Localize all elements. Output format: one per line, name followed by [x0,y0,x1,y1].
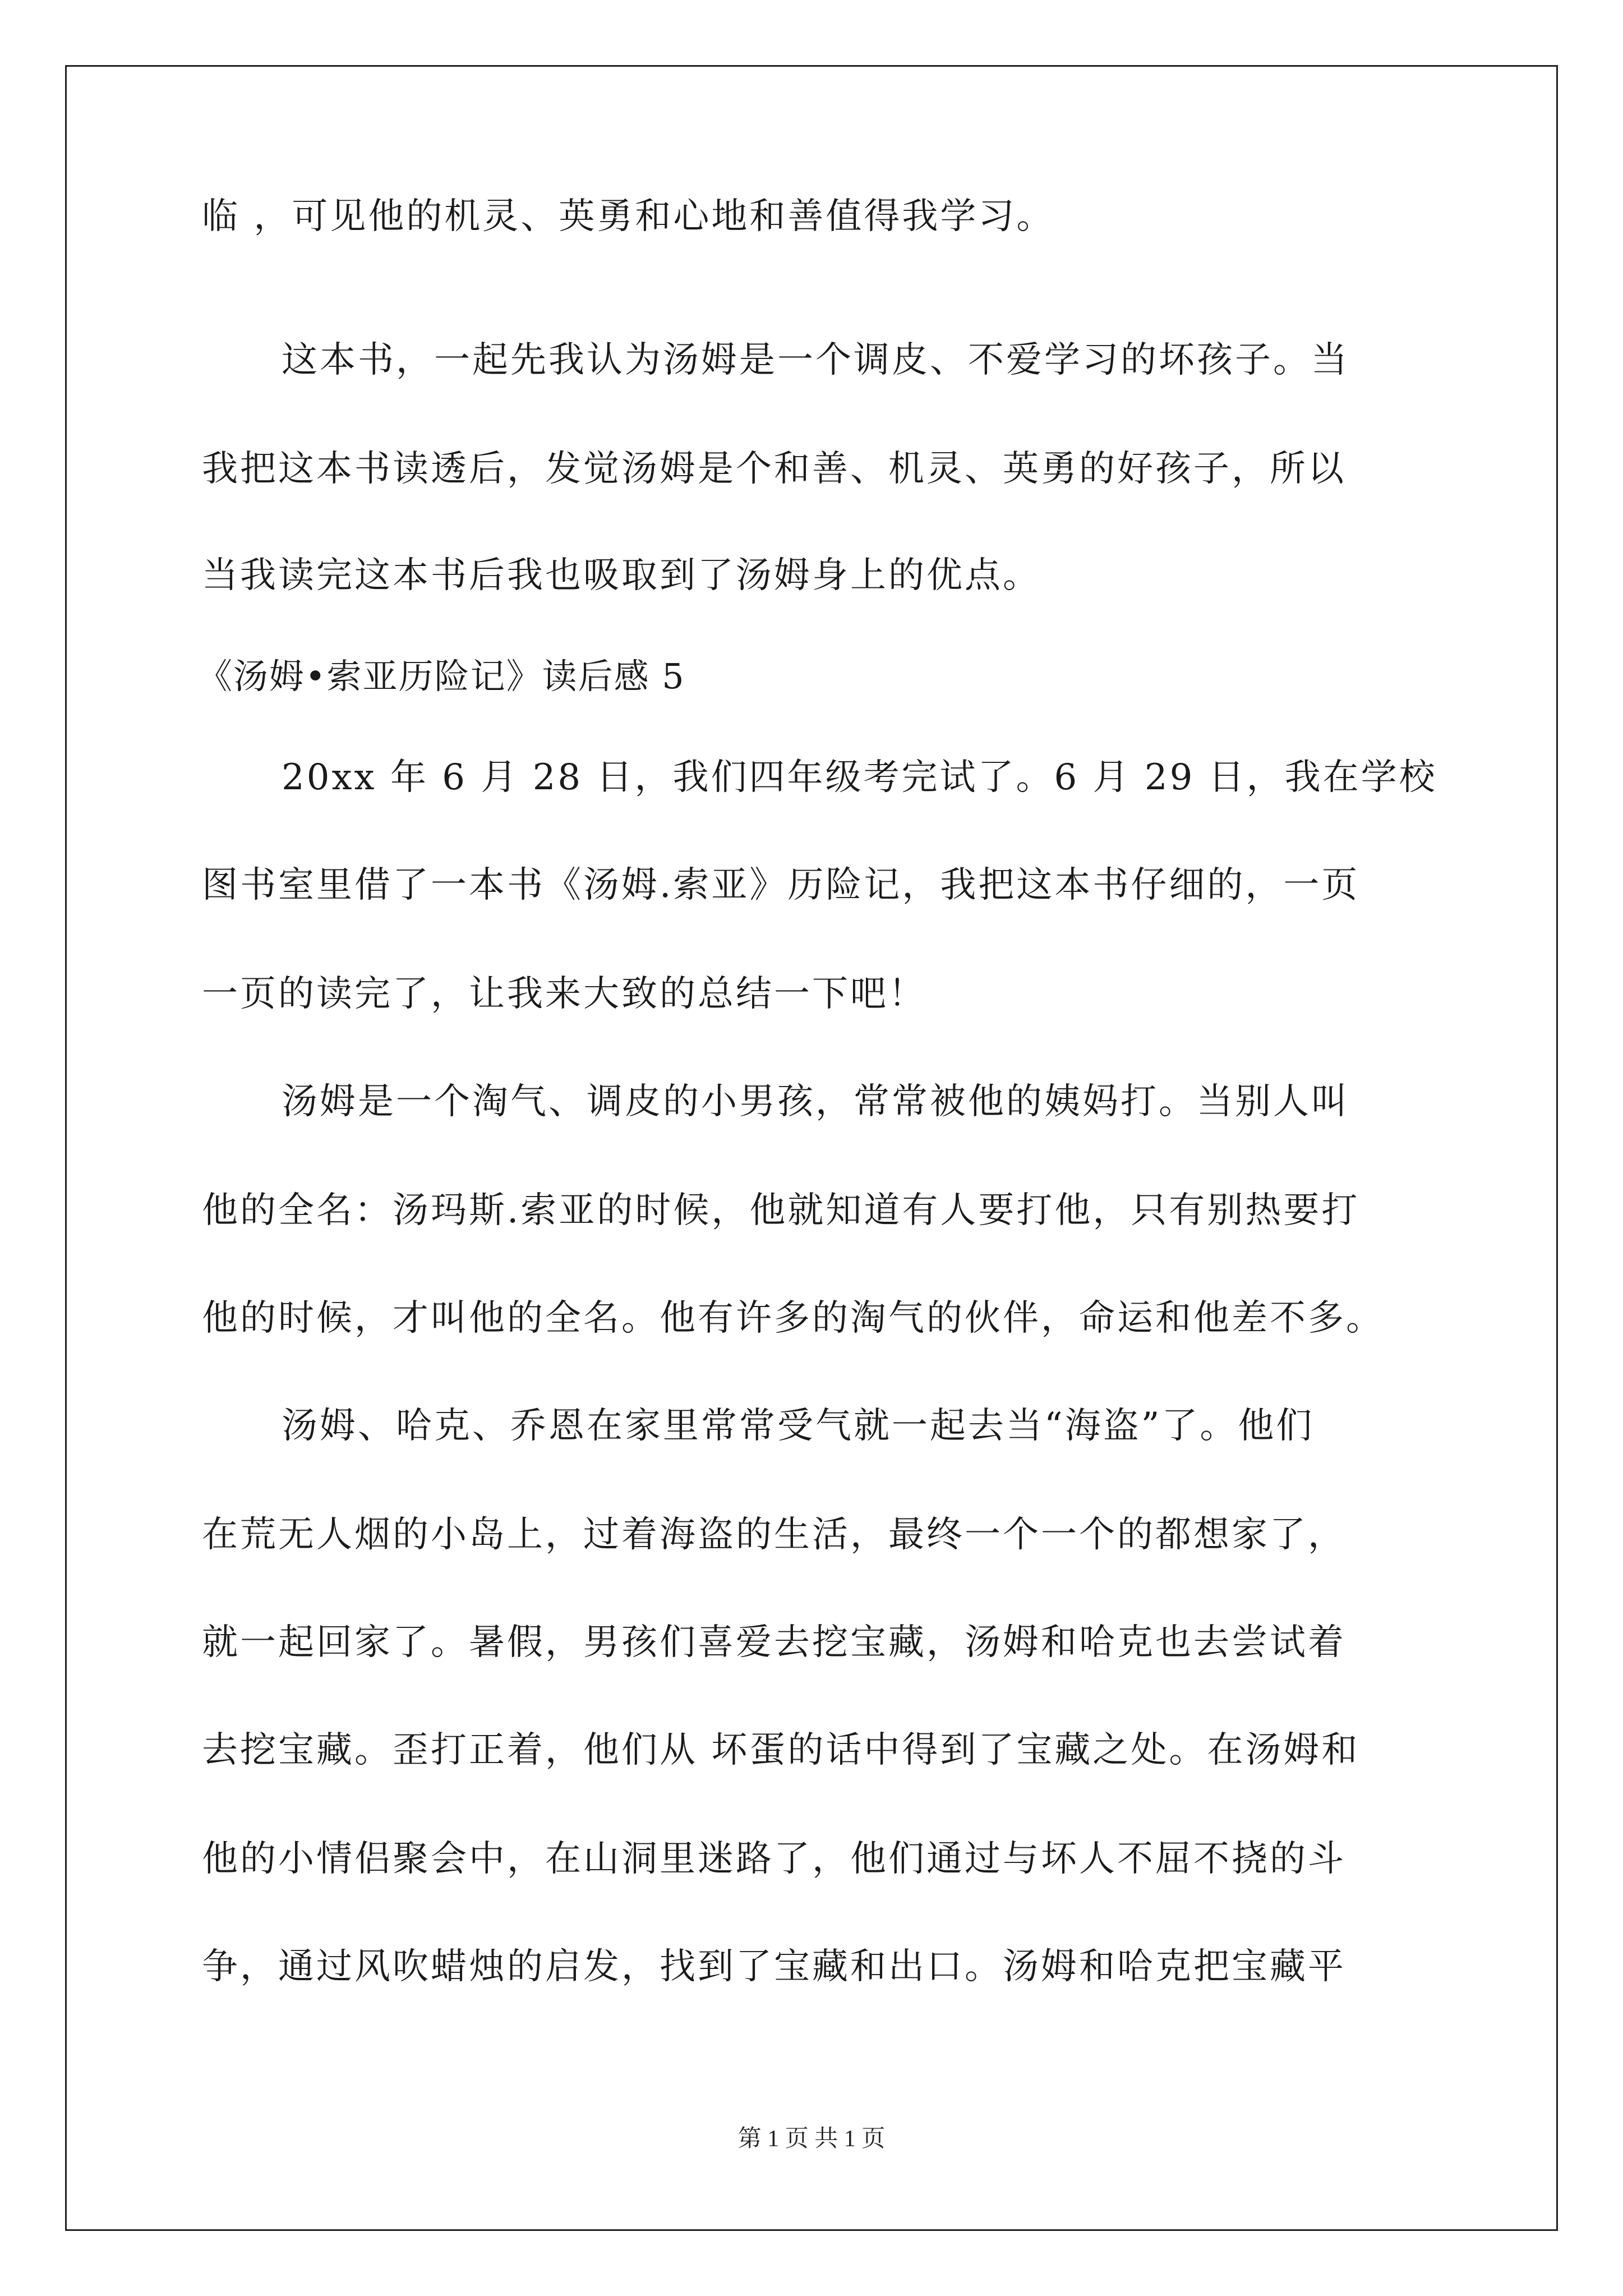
text-line: 当我读完这本书后我也吸取到了汤姆身上的优点。 [202,555,1041,596]
text-line: 去挖宝藏。歪打正着，他们从 坏蛋的话中得到了宝藏之处。在汤姆和 [202,1729,1360,1771]
paragraph-first-line: 这本书，一起先我认为汤姆是一个调皮、不爱学习的坏孩子。当 [282,339,1349,381]
text-line: 一页的读完了，让我来大致的总结一下吧！ [202,973,926,1015]
text-line: 图书室里借了一本书《汤姆.索亚》历险记，我把这本书仔细的，一页 [202,864,1360,906]
text-line: 在荒无人烟的小岛上，过着海盗的生活，最终一个一个的都想家了， [202,1514,1346,1556]
text-line: 争，通过风吹蜡烛的启发，找到了宝藏和出口。汤姆和哈克把宝藏平 [202,1946,1346,1987]
text-line: 他的全名：汤玛斯.索亚的时候，他就知道有人要打他，只有别热要打 [202,1190,1360,1231]
paragraph-first-line: 20xx 年 6 月 28 日，我们四年级考完试了。6 月 29 日，我在学校 [282,757,1437,798]
paragraph-first-line: 汤姆、哈克、乔恩在家里常常受气就一起去当“海盗”了。他们 [282,1405,1315,1447]
text-line: 就一起回家了。暑假，男孩们喜爱去挖宝藏，汤姆和哈克也去尝试着 [202,1622,1346,1663]
section-heading: 《汤姆•索亚历险记》读后感 5 [197,656,685,697]
text-line: 我把这本书读透后，发觉汤姆是个和善、机灵、英勇的好孩子，所以 [202,448,1346,490]
page-border [65,65,1558,2231]
text-line: 临 ，可见他的机灵、英勇和心地和善值得我学习。 [202,196,1055,237]
text-line: 他的小情侣聚会中，在山洞里迷路了，他们通过与坏人不屈不挠的斗 [202,1838,1346,1880]
paragraph-first-line: 汤姆是一个淘气、调皮的小男孩，常常被他的姨妈打。当别人叫 [282,1081,1349,1122]
page-footer: 第 1 页 共 1 页 [737,2126,886,2152]
text-line: 他的时候，才叫他的全名。他有许多的淘气的伙伴，命运和他差不多。 [202,1297,1384,1339]
